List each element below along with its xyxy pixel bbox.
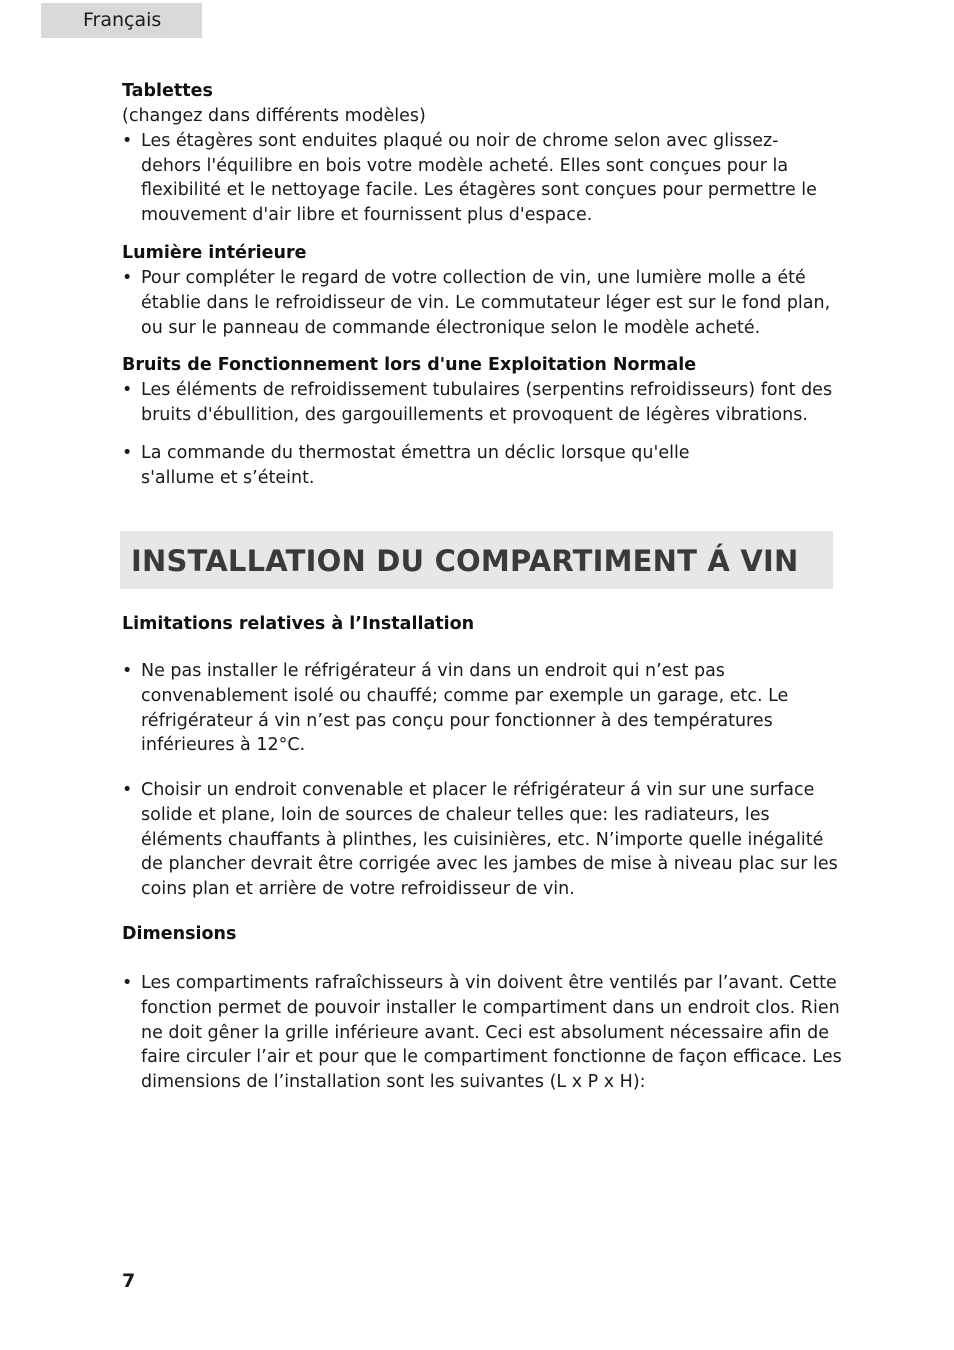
section-tablettes xyxy=(122,79,837,228)
section-lumiere xyxy=(122,241,837,340)
list-item xyxy=(122,441,762,491)
heading-tablettes: Tablettes xyxy=(122,81,213,101)
list-item xyxy=(122,971,842,1095)
bullet-icon: • xyxy=(122,780,133,800)
bullet-text: La commande du thermostat émettra un déclic lorsque qu'elle s'allume et s’éteint. xyxy=(141,443,690,488)
bullet-text: Les étagères sont enduites plaqué ou noir de chrome selon avec glissez-dehors l'équilibre en bois votre modèle acheté. Elles sont conçues pour la flexibilité et le nettoyage facile. Les étagères sont conçues pour permettre le mouvement d'air libre et fournissent plus d'espace. xyxy=(141,130,817,226)
bullet-text: Ne pas installer le réfrigérateur á vin dans un endroit qui n’est pas convenablement isolé ou chauffé; comme par exemple un garage, etc. Le réfrigérateur á vin n’est pas conçu pour fonctionner à des températures inférieures à 12°C. xyxy=(141,661,789,756)
heading-bruits: Bruits de Fonctionnement lors d'une Exploitation Normale xyxy=(122,355,697,375)
section-bruits xyxy=(122,353,837,428)
dimensions-bullet-1 xyxy=(122,971,842,1095)
bullet-text: Les éléments de refroidissement tubulaires (serpentins refroidisseurs) font des bruits d'ébullition, des gargouillements et provoquent de légères vibrations. xyxy=(141,380,833,425)
heading-limitations: Limitations relatives à l’Installation xyxy=(122,614,475,634)
section-title: INSTALLATION DU COMPARTIMENT Á VIN xyxy=(131,544,799,578)
page-number: 7 xyxy=(122,1270,136,1292)
list-item xyxy=(122,778,842,902)
language-tab: Français xyxy=(41,3,202,38)
limitations-bullet-1 xyxy=(122,659,797,758)
bullet-icon: • xyxy=(122,973,133,993)
list-item xyxy=(122,378,837,428)
heading-lumiere: Lumière intérieure xyxy=(122,243,307,263)
section-banner xyxy=(120,531,833,589)
section-bruits-2 xyxy=(122,441,762,491)
bullet-text: Pour compléter le regard de votre collection de vin, une lumière molle a été établie dans le refroidisseur de vin. Le commutateur léger est sur le fond plan, ou sur le panneau de commande électronique selon le modèle acheté. xyxy=(141,268,831,338)
bullet-icon: • xyxy=(122,443,133,463)
section-dimensions xyxy=(122,922,837,947)
list-item xyxy=(122,659,797,758)
section-limitations xyxy=(122,612,837,637)
tablettes-note: (changez dans différents modèles) xyxy=(122,106,426,126)
heading-dimensions: Dimensions xyxy=(122,924,237,944)
bullet-text: Les compartiments rafraîchisseurs à vin doivent être ventilés par l’avant. Cette fonction permet de pouvoir installer le compartiment dans un endroit clos. Rien ne doit gêner la grille inférieure avant. Ceci est absolument nécessaire afin de faire circuler l’air et pour que le compartiment fonctionne de façon efficace. Les dimensions de l’installation sont les suivantes (L x P x H): xyxy=(141,973,842,1093)
bullet-text: Choisir un endroit convenable et placer le réfrigérateur á vin sur une surface solide et plane, loin de sources de chaleur telles que: les radiateurs, les éléments chauffants à plinthes, les cuisinières, etc. N’importe quelle inégalité de plancher devrait être corrigée avec les jambes de mise à niveau plac sur les coins plan et arrière de votre refroidisseur de vin. xyxy=(141,780,838,900)
bullet-icon: • xyxy=(122,268,133,288)
limitations-bullet-2 xyxy=(122,778,842,902)
list-item xyxy=(122,129,837,228)
bullet-icon: • xyxy=(122,130,133,151)
list-item xyxy=(122,266,837,340)
bullet-icon: • xyxy=(122,380,133,400)
bullet-icon: • xyxy=(122,661,133,681)
